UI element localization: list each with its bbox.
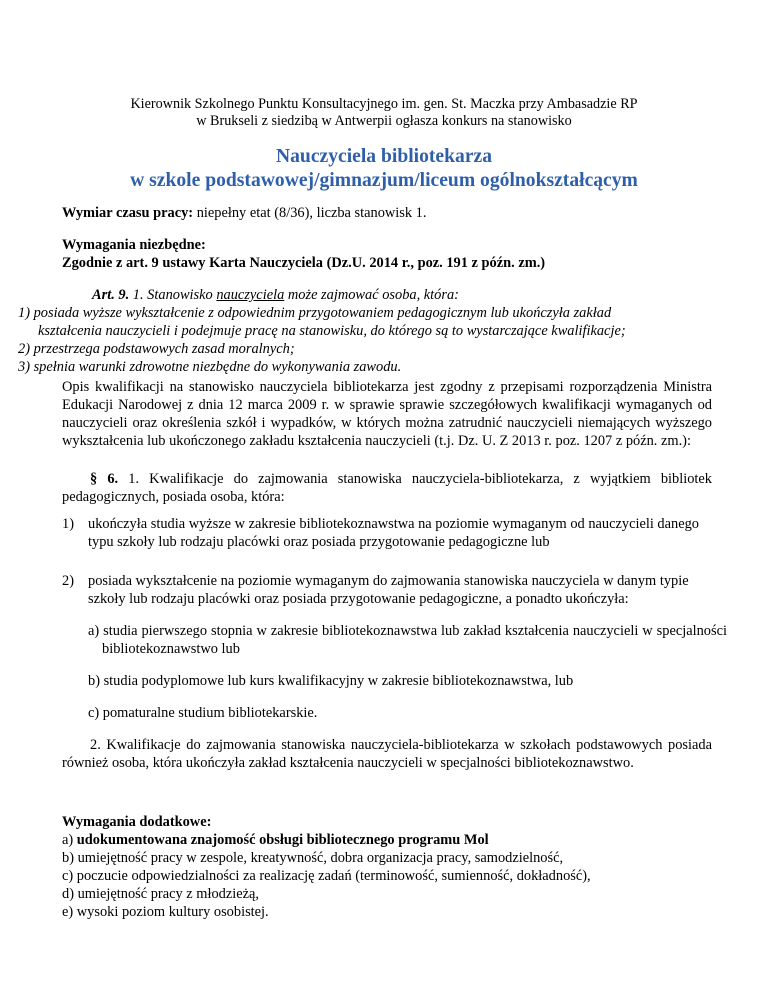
additional-requirements bbox=[62, 813, 742, 921]
additional-item-c: c) poczucie odpowiedzialności za realizację zadań (terminowość, sumienność, dokładność), bbox=[62, 868, 591, 884]
article-9-point-2: 2) przestrzega podstawowych zasad moralnych; bbox=[18, 341, 295, 357]
article-9-label: Art. 9. bbox=[92, 287, 130, 303]
sub-item-a: a) studia pierwszego stopnia w zakresie bibliotekoznawstwa lub zakład kształcenia nauczycieli w specjalności bibliotekoznawstwo lub bbox=[88, 623, 727, 657]
qualification-description: Opis kwalifikacji na stanowisko nauczyciela bibliotekarza jest zgodny z przepisami rozporządzenia Ministra Edukacji Narodowej z dnia 12 marca 2009 r. w sprawie sprawie szczegółowych kwalifikacji wymaganych od nauczycieli oraz określenia szkół i wypadków, w których można zatrudnić nauczycieli niemających wyższego wykształcenia lub ukończonego zakładu kształcenia nauczycieli (t.j. Dz. U. Z 2013 r. poz. 1207 z późn. zm.): bbox=[62, 379, 712, 449]
header-line-2: w Brukseli z siedzibą w Antwerpii ogłasza konkurs na stanowisko bbox=[196, 113, 572, 129]
title-line-2: w szkole podstawowej/gimnazjum/liceum ogólnokształcącym bbox=[130, 170, 638, 191]
additional-item-b: b) umiejętność pracy w zespole, kreatywność, dobra organizacja pracy, samodzielność, bbox=[62, 850, 564, 866]
section-6-label: § 6. bbox=[90, 471, 119, 487]
additional-heading: Wymagania dodatkowe: bbox=[62, 814, 212, 830]
qualification-item-2 bbox=[62, 572, 717, 608]
announcement-header bbox=[0, 96, 768, 130]
section-6-intro: § 6. 1. Kwalifikacje do zajmowania stanowiska nauczyciela-bibliotekarza, z wyjątkiem bibliotek pedagogicznych, posiada osoba, która: bbox=[62, 471, 712, 505]
underlined-term: nauczyciela bbox=[216, 287, 285, 303]
title-line-1: Nauczyciela bibliotekarza bbox=[275, 146, 493, 167]
item-2-text: posiada wykształcenie na poziomie wymaganym do zajmowania stanowiska nauczyciela w danym typie szkoły lub rodzaju placówki oraz posiada przygotowanie pedagogiczne, a ponadto ukończyła: bbox=[88, 573, 689, 607]
work-time-value: niepełny etat (8/36), liczba stanowisk 1. bbox=[193, 205, 427, 221]
position-title bbox=[0, 145, 768, 193]
qualification-item-1 bbox=[62, 515, 717, 551]
additional-item-d: d) umiejętność pracy z młodzieżą, bbox=[62, 886, 259, 902]
work-time bbox=[62, 204, 712, 222]
requirements-basis: Zgodnie z art. 9 ustawy Karta Nauczyciela (Dz.U. 2014 r., poz. 191 z późn. zm.) bbox=[62, 255, 546, 271]
requirements-heading: Wymagania niezbędne: bbox=[62, 237, 206, 253]
additional-item-e: e) wysoki poziom kultury osobistej. bbox=[62, 904, 269, 920]
item-1-text: ukończyła studia wyższe w zakresie bibliotekoznawstwa na poziomie wymaganym od nauczycieli danego typu szkoły lub rodzaju placówki oraz posiada przygotowanie pedagogiczne lub bbox=[88, 516, 699, 550]
item-2-number: 2) bbox=[62, 573, 74, 589]
item-1-number: 1) bbox=[62, 516, 74, 532]
article-9-point-1-cont: kształcenia nauczycieli i podejmuje pracę na stanowisku, do którego są to wystarczające kwalifikacje; bbox=[38, 323, 626, 339]
sub-item-b: b) studia podyplomowe lub kurs kwalifikacyjny w zakresie bibliotekoznawstwa, lub bbox=[88, 673, 574, 689]
sub-item-c: c) pomaturalne studium bibliotekarskie. bbox=[88, 705, 318, 721]
work-time-label: Wymiar czasu pracy: bbox=[62, 205, 194, 221]
article-9-point-1: 1) posiada wyższe wykształcenie z odpowiednim przygotowaniem pedagogicznym lub ukończyła zakład bbox=[18, 305, 612, 321]
article-9-point-3: 3) spełnia warunki zdrowotne niezbędne do wykonywania zawodu. bbox=[18, 359, 402, 375]
section-6-paragraph-2: 2. Kwalifikacje do zajmowania stanowiska nauczyciela-bibliotekarza w szkołach podstawowych posiada również osoba, która ukończyła zakład kształcenia nauczycieli w specjalności bibliotekoznawstwo. bbox=[62, 737, 712, 771]
article-9 bbox=[18, 286, 738, 376]
article-9-intro: Art. 9. 1. Stanowisko nauczyciela może zajmować osoba, która: bbox=[92, 287, 459, 303]
additional-item-a: a) udokumentowana znajomość obsługi bibliotecznego programu Mol bbox=[62, 832, 489, 848]
header-line-1: Kierownik Szkolnego Punktu Konsultacyjnego im. gen. St. Maczka przy Ambasadzie RP bbox=[130, 96, 638, 112]
